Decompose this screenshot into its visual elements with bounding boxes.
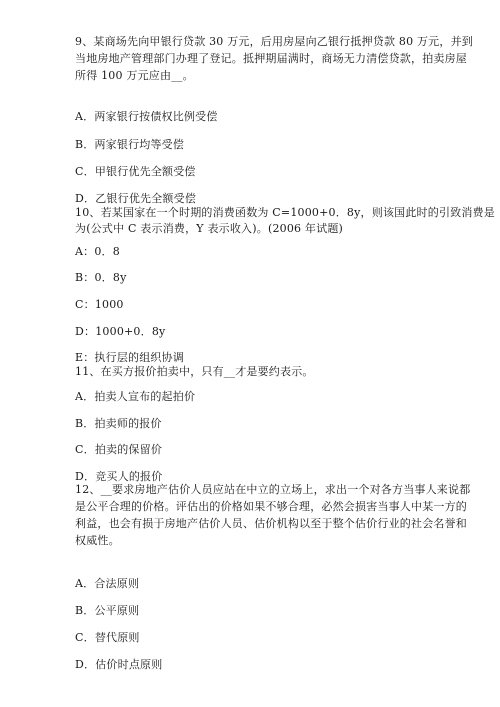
- q12-stem-line-1: 12、__要求房地产估价人员应站在中立的立场上，求出一个对各方当事人来说都: [75, 483, 471, 496]
- q12-stem-line-2: 是公平合理的价格。评估出的价格如果不够合理，必然会损害当事人中某一方的: [75, 500, 467, 513]
- q10-stem-line-1: 10、若某国家在一个时期的消费函数为 C=1000+0．8y，则该国此时的引致消费是: [75, 206, 495, 219]
- q9-stem-line-3: 所得 100 万元应由__。: [75, 69, 194, 82]
- q11-option-d: D．竞买人的报价: [75, 470, 163, 483]
- q9-option-c: C．甲银行优先全额受偿: [75, 165, 196, 178]
- q9-stem-line-2: 当地房地产管理部门办理了登记。抵押期届满时，商场无力清偿贷款，拍卖房屋: [75, 52, 467, 65]
- q10-stem-line-2: 为(公式中 C 表示消费，Y 表示收入)。(2006 年试题): [75, 222, 344, 235]
- q10-option-a: A：0．8: [75, 245, 120, 258]
- q12-option-c: C．替代原则: [75, 631, 140, 644]
- q12-stem-line-4: 权威性。: [75, 534, 120, 547]
- q11-stem: 11、在买方报价拍卖中，只有__才是要约表示。: [75, 365, 314, 378]
- q9-stem-line-1: 9、某商场先向甲银行贷款 30 万元，后用房屋向乙银行抵押贷款 80 万元，并到: [75, 35, 473, 48]
- q12-option-a: A．合法原则: [75, 577, 140, 590]
- q9-option-d: D．乙银行优先全额受偿: [75, 192, 197, 205]
- q10-option-e: E：执行层的组织协调: [75, 351, 185, 364]
- q10-option-c: C：1000: [75, 298, 124, 311]
- q10-option-b: B：0．8y: [75, 271, 127, 284]
- q11-option-c: C．拍卖的保留价: [75, 443, 163, 456]
- q11-option-a: A．拍卖人宣布的起拍价: [75, 390, 196, 403]
- q12-stem-line-3: 利益，也会有损于房地产估价人员、估价机构以至于整个估价行业的社会名誉和: [75, 517, 467, 530]
- q11-option-b: B．拍卖师的报价: [75, 417, 162, 430]
- q12-option-d: D．估价时点原则: [75, 658, 163, 671]
- q12-option-b: B．公平原则: [75, 604, 140, 617]
- q9-option-b: B．两家银行均等受偿: [75, 138, 185, 151]
- q10-option-d: D：1000+0．8y: [75, 325, 166, 338]
- q9-option-a: A．两家银行按债权比例受偿: [75, 110, 218, 123]
